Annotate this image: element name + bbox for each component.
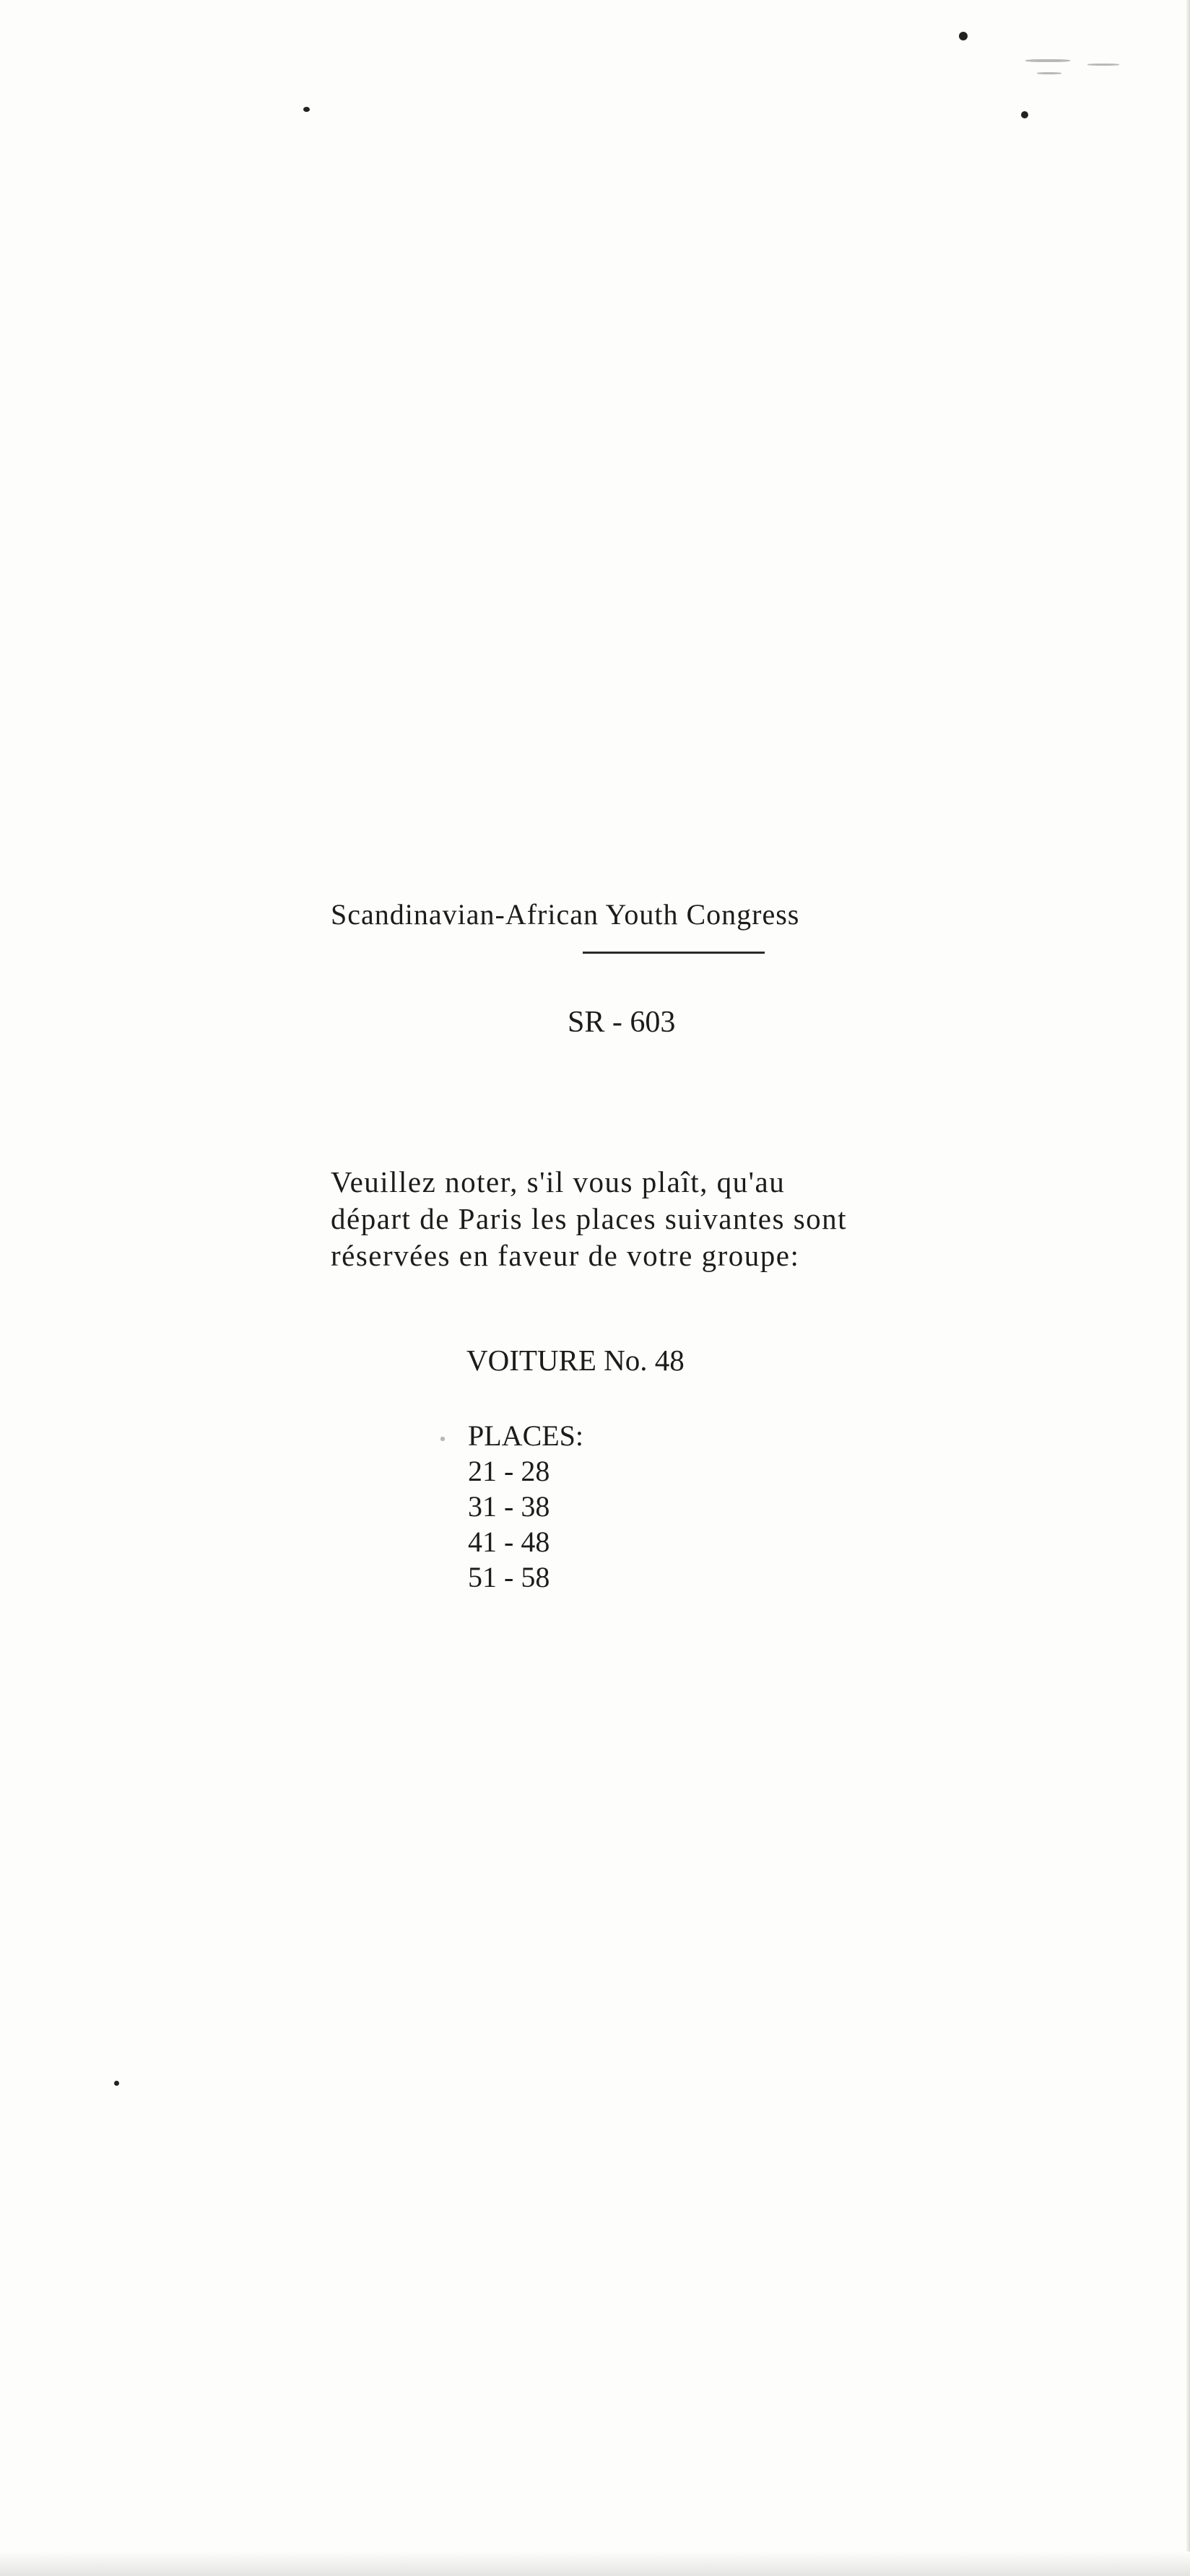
seat-range: 31 - 38 — [468, 1490, 550, 1523]
ink-smudge — [440, 1437, 445, 1441]
paper-right-edge — [1186, 0, 1190, 2576]
ink-smudge — [1025, 59, 1070, 62]
paper-bottom-edge — [0, 2551, 1190, 2576]
ink-smudge — [1087, 64, 1119, 66]
seat-range: 21 - 28 — [468, 1455, 550, 1487]
reservation-notice — [331, 1164, 847, 1274]
ink-speck — [1021, 111, 1028, 118]
places-label: PLACES: — [468, 1419, 584, 1452]
train-reference: SR - 603 — [568, 1006, 676, 1039]
ink-speck — [303, 107, 310, 112]
seat-range: 51 - 58 — [468, 1561, 550, 1593]
ink-smudge — [1037, 72, 1061, 74]
notice-line: départ de Paris les places suivantes sont — [331, 1202, 848, 1235]
seat-list — [468, 1418, 583, 1595]
ink-speck — [959, 32, 968, 40]
congress-title: Scandinavian-African Youth Congress — [331, 898, 800, 931]
notice-line: Veuillez noter, s'il vous plaît, qu'au — [331, 1165, 786, 1198]
ink-speck — [114, 2081, 119, 2086]
seat-range: 41 - 48 — [468, 1526, 550, 1558]
title-underline — [583, 952, 765, 954]
notice-line: réservées en faveur de votre groupe: — [331, 1239, 800, 1272]
car-number: VOITURE No. 48 — [466, 1344, 685, 1377]
